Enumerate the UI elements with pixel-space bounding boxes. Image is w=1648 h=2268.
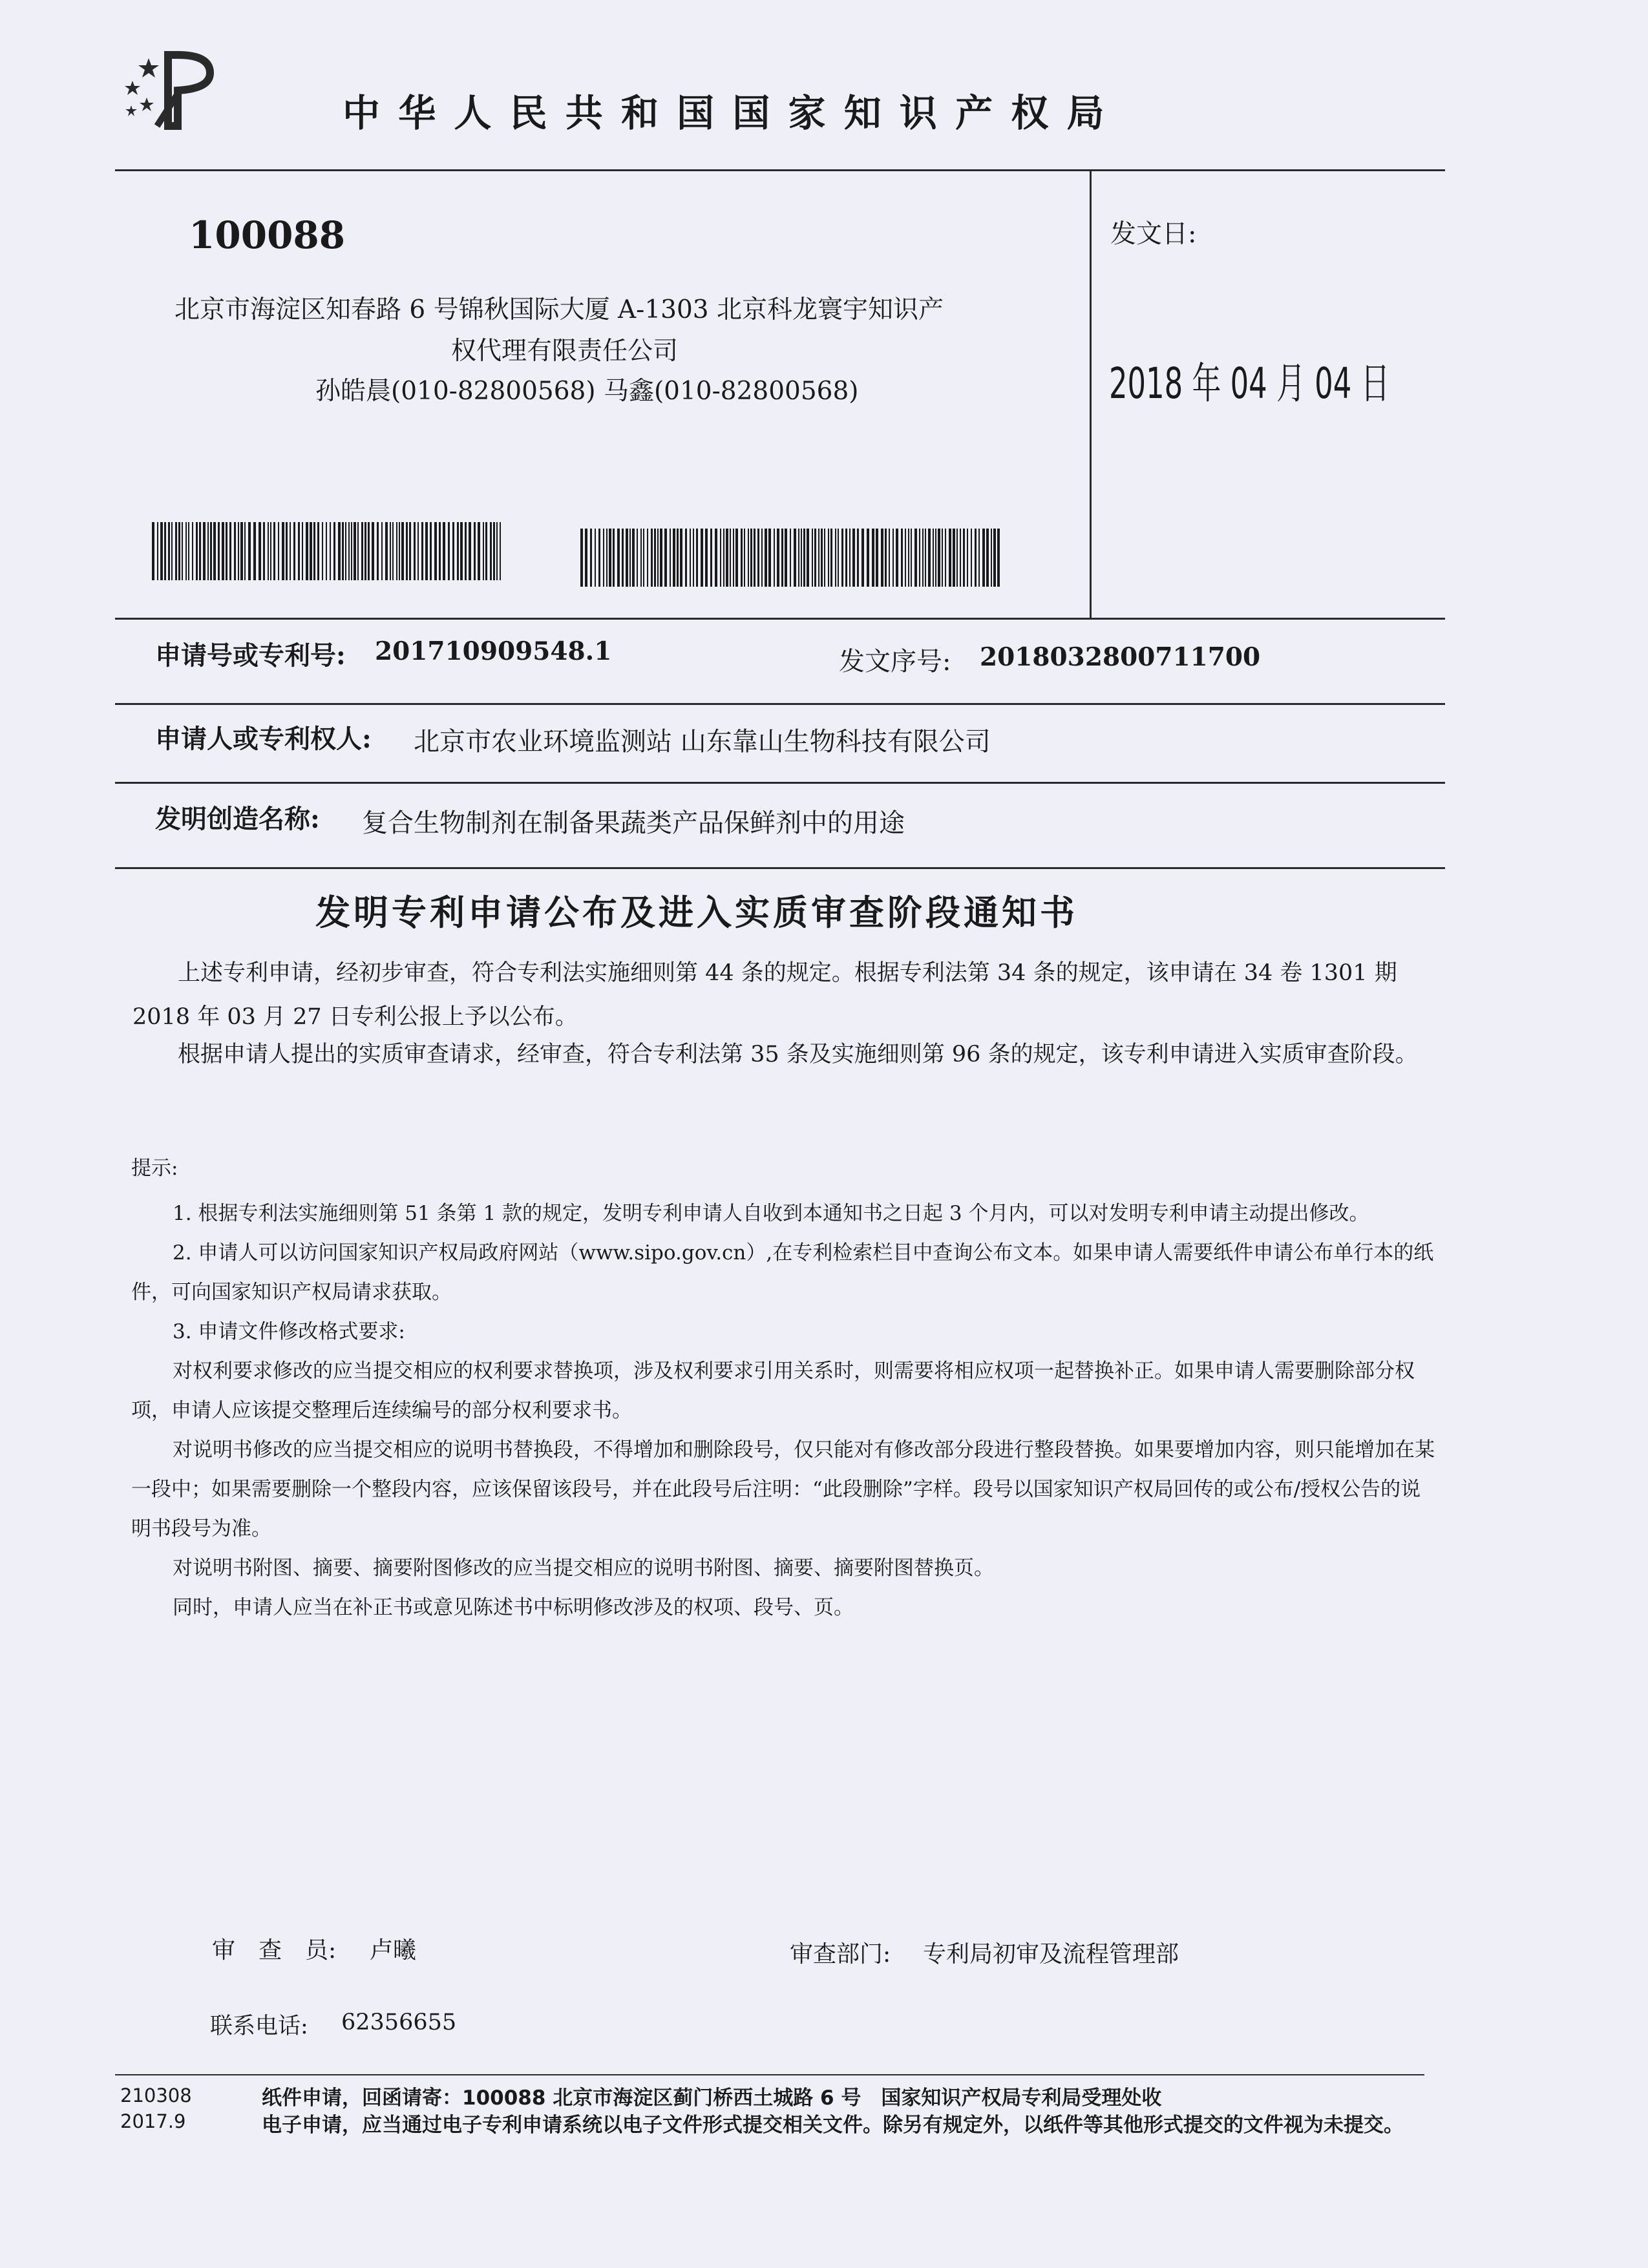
invention-title: 复合生物制剂在制备果蔬类产品保鲜剂中的用途 <box>362 808 905 838</box>
issue-date: 2018 年 04 月 04 日 <box>1109 359 1390 408</box>
notice-paragraph-2: 根据申请人提出的实质审查请求，经审查，符合专利法第 35 条及实施细则第 96 条的规定，该专利申请进入实质审查阶段。 <box>178 1042 1418 1067</box>
row-rule-1 <box>115 618 1445 620</box>
row-rule-2 <box>115 703 1445 705</box>
office-name: 中 华 人 民 共 和 国 国 家 知 识 产 权 局 <box>343 91 1107 135</box>
form-version: 2017.9 <box>120 2110 186 2132</box>
row-rule-3 <box>115 782 1445 784</box>
tip-3: 3. 申请文件修改格式要求: <box>173 1320 405 1343</box>
address-line-2: 权代理有限责任公司 <box>451 337 679 366</box>
phone-number: 62356655 <box>341 2010 457 2035</box>
serial-label: 发文序号: <box>839 647 951 677</box>
department: 专利局初审及流程管理部 <box>923 1941 1179 1968</box>
applicant: 北京市农业环境监测站 山东靠山生物科技有限公司 <box>414 727 991 757</box>
row-rule-4 <box>115 867 1445 869</box>
cnipa-logo <box>113 48 242 132</box>
tip-1: 1. 根据专利法实施细则第 51 条第 1 款的规定，发明专利申请人自收到本通知书之日起 3 个月内，可以对发明专利申请主动提出修改。 <box>173 1202 1369 1225</box>
examiner-name: 卢曦 <box>370 1937 417 1964</box>
notice-paragraph-1: 上述专利申请，经初步审查，符合专利法实施细则第 44 条的规定。根据专利法第 34 条的规定，该申请在 34 卷 1301 期 2018 年 03 月 27 日专利公报上予以公布。 <box>132 960 1397 1030</box>
applicant-label: 申请人或专利权人: <box>155 724 372 754</box>
tips-list <box>131 1194 1440 1628</box>
notice-title: 发明专利申请公布及进入实质审查阶段通知书 <box>315 892 1078 933</box>
barcode-right <box>580 529 1002 587</box>
header-rule <box>115 169 1445 171</box>
footer-rule <box>115 2074 1424 2075</box>
footer-line-2: 电子申请，应当通过电子专利申请系统以电子文件形式提交相关文件。除另有规定外，以纸件等其他形式提交的文件视为未提交。 <box>262 2114 1404 2137</box>
app-no: 201710909548.1 <box>375 636 612 666</box>
tip-3a: 对权利要求修改的应当提交相应的权利要求替换项，涉及权利要求引用关系时，则需要将相应权项一起替换补正。如果申请人需要删除部分权项，申请人应该提交整理后连续编号的部分权利要求书。 <box>131 1360 1415 1422</box>
department-label: 审查部门: <box>790 1941 891 1968</box>
examiner-label: 审 查 员: <box>212 1937 337 1964</box>
invention-label: 发明创造名称: <box>155 804 320 834</box>
postcode: 100088 <box>189 213 346 257</box>
serial-no: 2018032800711700 <box>980 642 1261 672</box>
contacts: 孙皓晨(010-82800568) 马鑫(010-82800568) <box>315 377 859 406</box>
issue-date-divider <box>1090 169 1092 618</box>
tips-heading: 提示: <box>131 1157 178 1180</box>
tip-3c: 对说明书附图、摘要、摘要附图修改的应当提交相应的说明书附图、摘要、摘要附图替换页。 <box>173 1557 994 1580</box>
barcode-left <box>152 522 506 580</box>
form-code: 210308 <box>120 2084 192 2106</box>
address-line-1: 北京市海淀区知春路 6 号锦秋国际大厦 A-1303 北京科龙寰宇知识产 <box>174 295 944 324</box>
app-no-label: 申请号或专利号: <box>155 640 346 671</box>
tip-3b: 对说明书修改的应当提交相应的说明书替换段，不得增加和删除段号，仅只能对有修改部分段进行整段替换。如果要增加内容，则只能增加在某一段中；如果需要删除一个整段内容，应该保留该段号，并在此段号后注明：“此段删除”字样。段号以国家知识产权局回传的或公布/授权公告的说明书段号为准。 <box>131 1438 1435 1540</box>
phone-label: 联系电话: <box>210 2013 308 2039</box>
footer-line-1: 纸件申请，回函请寄：100088 北京市海淀区蓟门桥西土城路 6 号 国家知识产权局专利局受理处收 <box>262 2086 1162 2110</box>
tip-2: 2. 申请人可以访问国家知识产权局政府网站（www.sipo.gov.cn）,在专利检索栏目中查询公布文本。如果申请人需要纸件申请公布单行本的纸件，可向国家知识产权局请求获取。 <box>131 1241 1434 1304</box>
tip-3d: 同时，申请人应当在补正书或意见陈述书中标明修改涉及的权项、段号、页。 <box>173 1596 854 1619</box>
issue-date-label: 发文日: <box>1110 219 1197 249</box>
